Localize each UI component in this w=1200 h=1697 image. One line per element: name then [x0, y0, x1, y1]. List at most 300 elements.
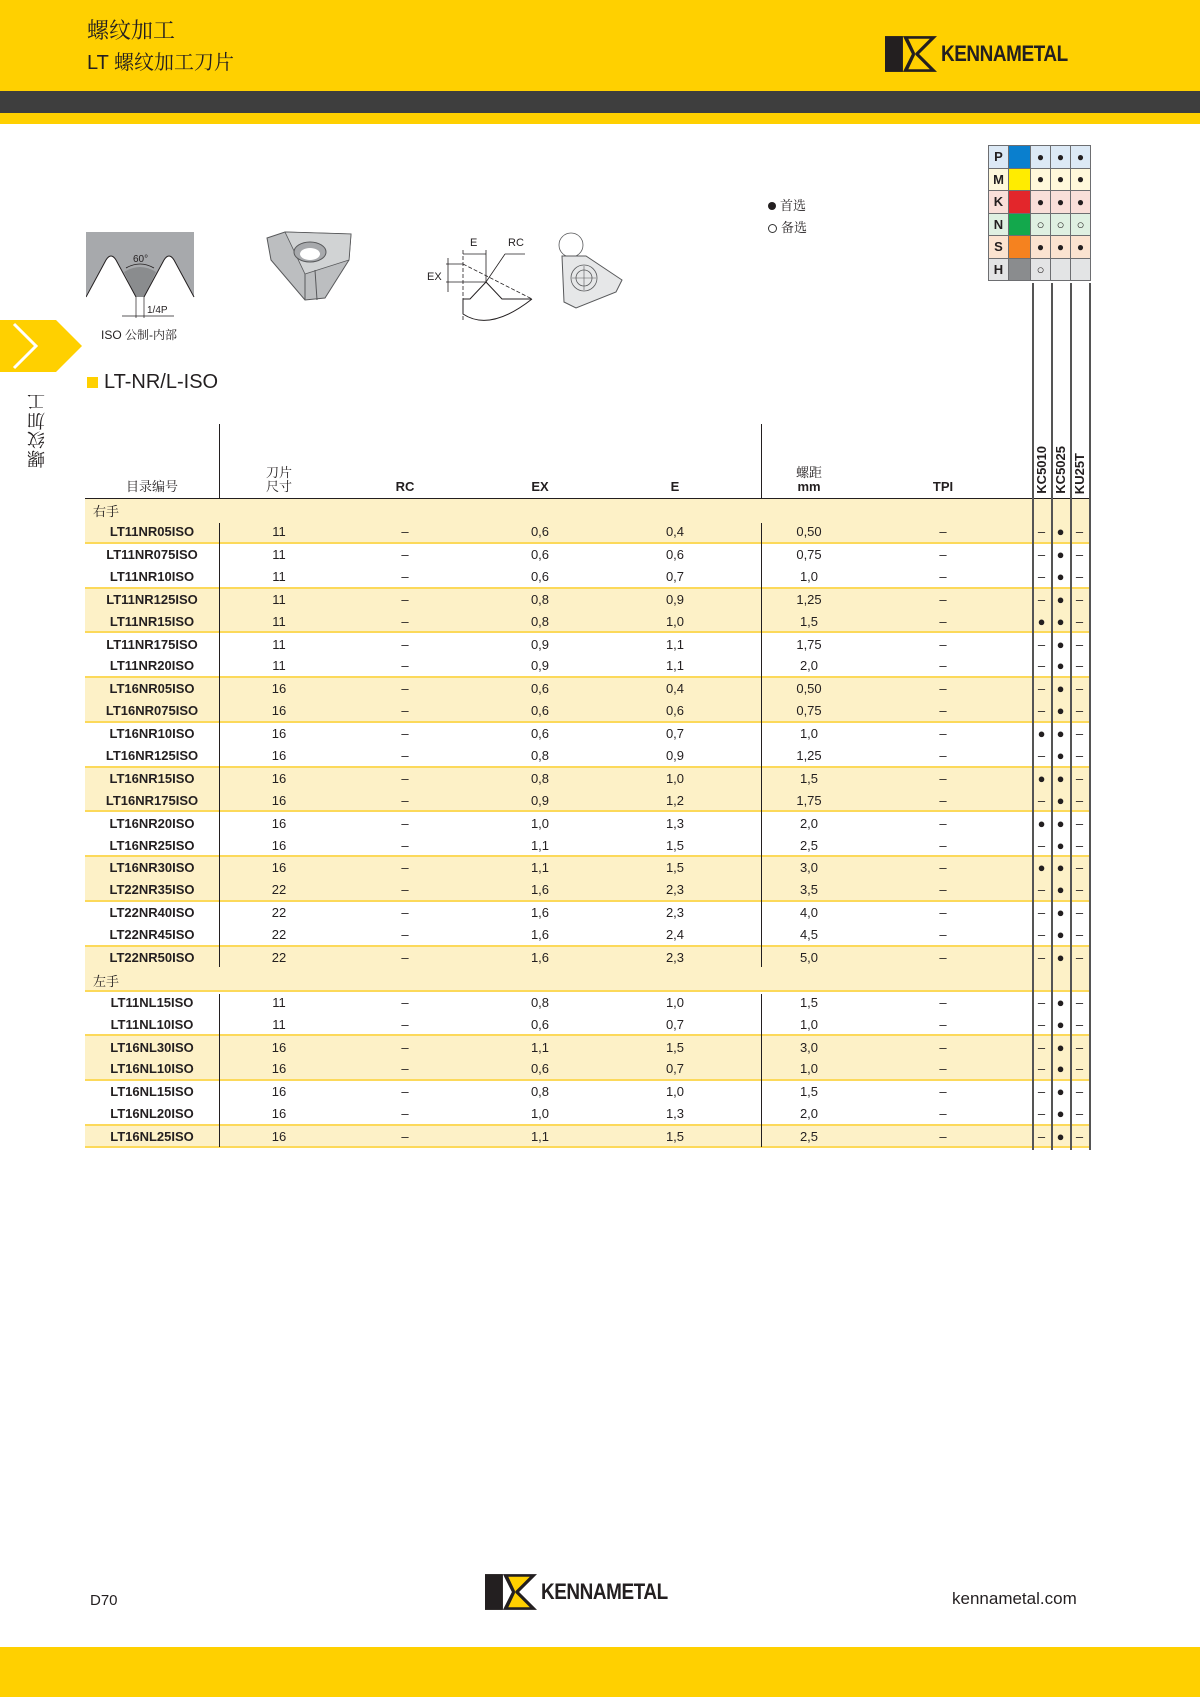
page-number: D70: [90, 1592, 118, 1609]
cell-tpi: –: [939, 524, 947, 540]
cell-size: 22: [271, 950, 287, 965]
cell-e: 0,7: [665, 568, 685, 584]
cell-code: LT22NR50ISO: [109, 950, 195, 965]
cell-rc: –: [401, 726, 409, 742]
material-grade-grid: [988, 145, 1091, 281]
cell-tpi: –: [939, 882, 947, 898]
grade-mark: ●: [1031, 168, 1051, 191]
cell-rc: –: [401, 591, 409, 607]
grade-mark: ●: [1071, 236, 1091, 259]
cell-grade-ku25t: –: [1075, 792, 1084, 808]
cell-pitch: 1,5: [799, 770, 819, 786]
cell-e: 1,5: [665, 837, 685, 853]
cell-grade-kc5025: ●: [1056, 837, 1065, 853]
grade-mark: ○: [1031, 213, 1051, 236]
kennametal-logo: [885, 34, 1088, 74]
material-row-s: [989, 236, 1091, 259]
cell-grade-kc5025: ●: [1056, 726, 1065, 742]
cell-code: LT16NR20ISO: [109, 815, 195, 831]
cell-tpi: –: [939, 681, 947, 697]
cell-size: 11: [272, 658, 286, 674]
cell-grade-kc5010: –: [1037, 1106, 1046, 1122]
table-row: [85, 633, 1089, 655]
cell-grade-ku25t: –: [1075, 726, 1084, 742]
legend: [768, 195, 807, 240]
cell-grade-kc5010: –: [1037, 658, 1046, 674]
section-title: LT-NR/L-ISO: [87, 371, 218, 394]
cell-grade-kc5025: ●: [1056, 658, 1065, 674]
cell-rc: –: [401, 1106, 409, 1122]
cell-grade-kc5010: ●: [1037, 726, 1046, 742]
cell-ex: 0,6: [530, 1061, 550, 1077]
svg-text:E: E: [470, 237, 478, 249]
header-yellow-strip: [0, 113, 1200, 124]
table-row: [85, 857, 1089, 879]
footer-band: [0, 1647, 1200, 1697]
cell-grade-kc5010: –: [1037, 681, 1046, 697]
cell-rc: –: [401, 792, 409, 808]
cell-tpi: –: [939, 837, 947, 853]
table-row: [85, 924, 1089, 946]
material-color-swatch: [1009, 213, 1031, 236]
cell-size: 16: [271, 860, 287, 876]
side-chevron-icon: [0, 320, 82, 372]
grade-mark: ●: [1071, 146, 1091, 169]
table-row: [85, 656, 1089, 678]
filled-dot-icon: [768, 202, 776, 210]
cell-grade-kc5010: –: [1037, 1061, 1046, 1077]
cell-ex: 0,9: [530, 636, 550, 652]
cell-size: 22: [271, 905, 287, 921]
cell-grade-ku25t: –: [1075, 905, 1084, 921]
cell-pitch: 4,5: [799, 927, 819, 943]
material-color-swatch: [1009, 191, 1031, 214]
cell-pitch: 1,0: [799, 1061, 819, 1077]
cell-tpi: –: [939, 658, 947, 674]
cell-code: LT22NR45ISO: [109, 927, 195, 943]
cell-grade-ku25t: –: [1075, 658, 1084, 674]
cell-pitch: 5,0: [799, 950, 819, 965]
grade-mark: [1071, 258, 1091, 281]
cell-grade-kc5025: ●: [1056, 524, 1065, 540]
cell-pitch: 1,5: [799, 613, 819, 629]
cell-tpi: –: [939, 546, 947, 562]
cell-grade-kc5025: ●: [1056, 950, 1065, 965]
cell-ex: 1,1: [530, 837, 550, 853]
cell-rc: –: [401, 837, 409, 853]
grade-mark: ●: [1071, 191, 1091, 214]
svg-text:1/4P: 1/4P: [147, 305, 168, 316]
cell-size: 16: [271, 1128, 287, 1144]
cell-pitch: 0,50: [796, 524, 822, 540]
cell-ex: 0,6: [530, 681, 550, 697]
cell-ex: 1,1: [530, 860, 550, 876]
cell-size: 16: [271, 681, 287, 697]
cell-e: 1,1: [665, 636, 685, 652]
footer-logo: [485, 1572, 688, 1612]
header-dark-band: [0, 91, 1200, 113]
svg-text:EX: EX: [427, 271, 442, 283]
cell-grade-ku25t: –: [1075, 860, 1084, 876]
cell-rc: –: [401, 882, 409, 898]
table-row: [85, 835, 1089, 857]
cell-grade-kc5010: ●: [1037, 860, 1046, 876]
cell-grade-kc5010: –: [1037, 1084, 1046, 1100]
cell-grade-ku25t: –: [1075, 1039, 1084, 1055]
table-row: [85, 992, 1089, 1014]
cell-grade-ku25t: –: [1075, 1084, 1084, 1100]
cell-size: 16: [271, 1106, 287, 1122]
cell-size: 11: [272, 1016, 286, 1032]
cell-grade-ku25t: –: [1075, 747, 1084, 763]
cell-ex: 1,6: [530, 882, 550, 898]
column-divider: [219, 523, 220, 967]
cell-grade-kc5025: ●: [1056, 815, 1065, 831]
cell-ex: 0,8: [530, 613, 550, 629]
page-title: 螺纹加工: [87, 18, 176, 43]
table-row: [85, 1059, 1089, 1081]
cell-grade-ku25t: –: [1075, 815, 1084, 831]
cell-e: 1,5: [665, 860, 685, 876]
material-row-h: [989, 258, 1091, 281]
cell-grade-kc5010: –: [1037, 994, 1046, 1010]
table-row: [85, 790, 1089, 812]
cell-grade-ku25t: –: [1075, 703, 1084, 719]
brand-name: KENNAMETAL: [941, 41, 1068, 66]
cell-size: 11: [272, 636, 286, 652]
cell-e: 2,3: [665, 882, 685, 898]
cell-size: 16: [271, 1084, 287, 1100]
cell-e: 2,3: [665, 950, 685, 965]
cell-e: 1,0: [665, 1084, 685, 1100]
cell-tpi: –: [939, 1128, 947, 1144]
cell-code: LT16NR30ISO: [109, 860, 195, 876]
cell-ex: 0,6: [530, 568, 550, 584]
cell-code: LT11NR125ISO: [106, 591, 198, 607]
cell-size: 22: [271, 882, 287, 898]
cell-grade-kc5025: ●: [1056, 1084, 1065, 1100]
cell-rc: –: [401, 613, 409, 629]
cell-tpi: –: [939, 613, 947, 629]
cell-grade-kc5010: –: [1037, 792, 1046, 808]
table-row: [85, 880, 1089, 902]
cell-grade-kc5010: –: [1037, 1128, 1046, 1144]
cell-pitch: 2,0: [799, 815, 819, 831]
grade-mark: ●: [1051, 191, 1071, 214]
col-grade-ku25t: KU25T: [1072, 452, 1087, 494]
column-divider: [761, 523, 762, 967]
cell-code: LT11NR175ISO: [106, 636, 198, 652]
cell-tpi: –: [939, 927, 947, 943]
grade-mark: ●: [1051, 236, 1071, 259]
cell-grade-kc5010: –: [1037, 1016, 1046, 1032]
cell-ex: 1,0: [530, 815, 550, 831]
cell-pitch: 1,5: [799, 1084, 819, 1100]
cell-e: 1,2: [665, 792, 685, 808]
cell-grade-kc5010: –: [1037, 747, 1046, 763]
cell-tpi: –: [939, 726, 947, 742]
cell-size: 16: [271, 792, 287, 808]
cell-grade-ku25t: –: [1075, 681, 1084, 697]
brand-name: KENNAMETAL: [541, 1579, 668, 1604]
cell-grade-kc5025: ●: [1056, 546, 1065, 562]
cell-tpi: –: [939, 591, 947, 607]
cell-grade-kc5010: ●: [1037, 815, 1046, 831]
cell-pitch: 1,0: [799, 1016, 819, 1032]
grade-column-divider: [1051, 283, 1053, 1150]
cell-ex: 0,8: [530, 591, 550, 607]
cell-code: LT22NR35ISO: [109, 882, 195, 898]
grade-mark: ○: [1051, 213, 1071, 236]
cell-grade-ku25t: –: [1075, 994, 1084, 1010]
material-color-swatch: [1009, 236, 1031, 259]
cell-size: 16: [271, 837, 287, 853]
col-size: 刀片 尺寸: [265, 465, 292, 494]
cell-ex: 1,6: [530, 927, 550, 943]
cell-e: 1,0: [665, 770, 685, 786]
cell-grade-kc5010: ●: [1037, 613, 1046, 629]
material-row-p: [989, 146, 1091, 169]
cell-e: 1,5: [665, 1039, 685, 1055]
cell-code: LT22NR40ISO: [109, 905, 195, 921]
cell-ex: 0,8: [530, 994, 550, 1010]
cell-rc: –: [401, 1039, 409, 1055]
table-row: [85, 768, 1089, 790]
material-letter: H: [989, 258, 1009, 281]
cell-grade-kc5010: –: [1037, 927, 1046, 943]
legend-preferred: 首选: [768, 195, 807, 217]
table-row: [85, 723, 1089, 745]
material-letter: P: [989, 146, 1009, 169]
material-letter: M: [989, 168, 1009, 191]
cell-e: 2,3: [665, 905, 685, 921]
cell-rc: –: [401, 524, 409, 540]
cell-pitch: 4,0: [799, 905, 819, 921]
grade-mark: ●: [1031, 236, 1051, 259]
cell-ex: 1,1: [530, 1039, 550, 1055]
col-e: E: [670, 479, 680, 494]
cell-code: LT11NL15ISO: [110, 994, 194, 1010]
website-link[interactable]: kennametal.com: [952, 1589, 1077, 1608]
material-color-swatch: [1009, 168, 1031, 191]
cell-grade-kc5025: ●: [1056, 703, 1065, 719]
cell-grade-ku25t: –: [1075, 591, 1084, 607]
cell-grade-kc5025: ●: [1056, 1016, 1065, 1032]
cell-rc: –: [401, 927, 409, 943]
cell-rc: –: [401, 747, 409, 763]
grade-mark: ●: [1031, 191, 1051, 214]
col-pitch: 螺距 mm: [795, 465, 822, 494]
cell-rc: –: [401, 994, 409, 1010]
cell-e: 1,5: [665, 1128, 685, 1144]
material-color-swatch: [1009, 258, 1031, 281]
cell-e: 0,6: [665, 546, 685, 562]
insert-top-view-figure: [556, 230, 626, 312]
cell-code: LT11NR20ISO: [109, 658, 195, 674]
legend-alternate: 备选: [768, 217, 807, 239]
cell-e: 0,4: [665, 681, 685, 697]
kennametal-k-icon: [885, 34, 937, 74]
cell-e: 1,1: [665, 658, 685, 674]
cell-pitch: 1,0: [799, 726, 819, 742]
table-row: [85, 566, 1089, 588]
cell-size: 16: [271, 1061, 287, 1077]
table-row: [85, 812, 1089, 834]
iso-thread-profile-figure: [86, 232, 196, 322]
cell-rc: –: [401, 568, 409, 584]
cell-size: 16: [271, 747, 287, 763]
cell-grade-kc5010: ●: [1037, 770, 1046, 786]
table-row: [85, 678, 1089, 700]
cell-rc: –: [401, 636, 409, 652]
cell-code: LT16NR125ISO: [105, 747, 199, 763]
material-letter: N: [989, 213, 1009, 236]
table-row: [85, 1126, 1089, 1148]
cell-rc: –: [401, 1128, 409, 1144]
yellow-square-icon: [87, 377, 98, 388]
cell-rc: –: [401, 681, 409, 697]
cell-size: 16: [271, 703, 287, 719]
cell-pitch: 2,0: [799, 658, 819, 674]
cell-size: 11: [272, 994, 286, 1010]
cell-code: LT11NR10ISO: [109, 568, 195, 584]
grade-mark: ○: [1031, 258, 1051, 281]
cell-pitch: 1,75: [796, 636, 822, 652]
cell-rc: –: [401, 860, 409, 876]
cell-grade-kc5025: ●: [1056, 994, 1065, 1010]
grade-mark: ○: [1071, 213, 1091, 236]
cell-e: 0,7: [665, 726, 685, 742]
cell-size: 16: [271, 726, 287, 742]
group-row: [85, 969, 1089, 991]
cell-code: LT11NR05ISO: [109, 524, 195, 540]
cell-pitch: 2,5: [799, 837, 819, 853]
cell-rc: –: [401, 905, 409, 921]
cell-tpi: –: [939, 994, 947, 1010]
material-row-n: [989, 213, 1091, 236]
column-divider: [761, 994, 762, 1147]
cell-grade-ku25t: –: [1075, 927, 1084, 943]
group-label: 左手: [93, 974, 120, 990]
table-row: [85, 1014, 1089, 1036]
cell-pitch: 0,75: [796, 703, 822, 719]
table-row: [85, 745, 1089, 767]
cell-grade-ku25t: –: [1075, 1061, 1084, 1077]
cell-grade-ku25t: –: [1075, 837, 1084, 853]
cell-tpi: –: [939, 860, 947, 876]
cell-size: 16: [271, 1039, 287, 1055]
cell-grade-kc5025: ●: [1056, 927, 1065, 943]
insert-table: [85, 424, 1089, 1148]
cell-e: 0,7: [665, 1061, 685, 1077]
cell-pitch: 2,0: [799, 1106, 819, 1122]
cell-grade-kc5025: ●: [1056, 636, 1065, 652]
cell-tpi: –: [939, 1084, 947, 1100]
kennametal-k-icon: [485, 1572, 537, 1612]
cell-code: LT16NR10ISO: [109, 726, 195, 742]
cell-rc: –: [401, 703, 409, 719]
cell-code: LT16NL15ISO: [110, 1084, 194, 1100]
cell-grade-kc5025: ●: [1056, 1106, 1065, 1122]
cell-tpi: –: [939, 792, 947, 808]
cell-ex: 0,9: [530, 658, 550, 674]
cell-grade-ku25t: –: [1075, 882, 1084, 898]
cell-size: 11: [272, 591, 286, 607]
cell-pitch: 1,25: [796, 591, 822, 607]
grade-column-divider: [1089, 283, 1091, 1150]
cell-rc: –: [401, 770, 409, 786]
cell-grade-kc5025: ●: [1056, 1061, 1065, 1077]
grade-column-divider: [1070, 283, 1072, 1150]
table-header: [85, 424, 1089, 498]
cell-grade-ku25t: –: [1075, 950, 1084, 965]
cell-ex: 1,6: [530, 950, 550, 965]
cell-grade-kc5025: ●: [1056, 1128, 1065, 1144]
cell-pitch: 1,0: [799, 568, 819, 584]
cell-grade-ku25t: –: [1075, 546, 1084, 562]
cell-grade-kc5025: ●: [1056, 905, 1065, 921]
cell-grade-kc5010: –: [1037, 950, 1046, 965]
cell-ex: 0,6: [530, 524, 550, 540]
col-grade-kc5025: KC5025: [1053, 446, 1068, 494]
cell-pitch: 3,0: [799, 1039, 819, 1055]
cell-grade-kc5025: ●: [1056, 747, 1065, 763]
cell-size: 11: [272, 613, 286, 629]
table-row: [85, 611, 1089, 633]
cell-grade-ku25t: –: [1075, 636, 1084, 652]
side-tab-label: 螺纹加工: [27, 392, 47, 468]
material-color-swatch: [1009, 146, 1031, 169]
cell-tpi: –: [939, 1061, 947, 1077]
cell-ex: 0,6: [530, 546, 550, 562]
group-label: 右手: [93, 504, 120, 519]
table-row: [85, 544, 1089, 566]
cell-e: 1,0: [665, 613, 685, 629]
cell-tpi: –: [939, 568, 947, 584]
cell-ex: 1,0: [530, 1106, 550, 1122]
cell-size: 11: [272, 546, 286, 562]
cell-e: 1,0: [665, 994, 685, 1010]
table-row: [85, 1036, 1089, 1058]
cell-rc: –: [401, 546, 409, 562]
col-tpi: TPI: [932, 479, 954, 494]
table-row: [85, 1104, 1089, 1126]
cell-rc: –: [401, 1061, 409, 1077]
col-rc: RC: [395, 479, 415, 494]
material-row-k: [989, 191, 1091, 214]
cell-tpi: –: [939, 636, 947, 652]
cell-e: 1,3: [665, 1106, 685, 1122]
cell-code: LT11NL10ISO: [110, 1016, 194, 1032]
grade-mark: [1051, 258, 1071, 281]
cell-pitch: 0,75: [796, 546, 822, 562]
cell-grade-kc5025: ●: [1056, 1039, 1065, 1055]
cell-ex: 0,6: [530, 726, 550, 742]
cell-e: 1,3: [665, 815, 685, 831]
cell-code: LT16NL10ISO: [110, 1061, 194, 1077]
table-row: [85, 947, 1089, 969]
cell-e: 0,6: [665, 703, 685, 719]
cell-grade-ku25t: –: [1075, 1016, 1084, 1032]
cell-code: LT16NR25ISO: [109, 837, 195, 853]
cell-rc: –: [401, 815, 409, 831]
cell-e: 0,7: [665, 1016, 685, 1032]
grade-mark: ●: [1071, 168, 1091, 191]
cell-pitch: 1,75: [796, 792, 822, 808]
grade-mark: ●: [1051, 168, 1071, 191]
cell-code: LT16NR05ISO: [109, 681, 195, 697]
column-divider: [219, 994, 220, 1147]
